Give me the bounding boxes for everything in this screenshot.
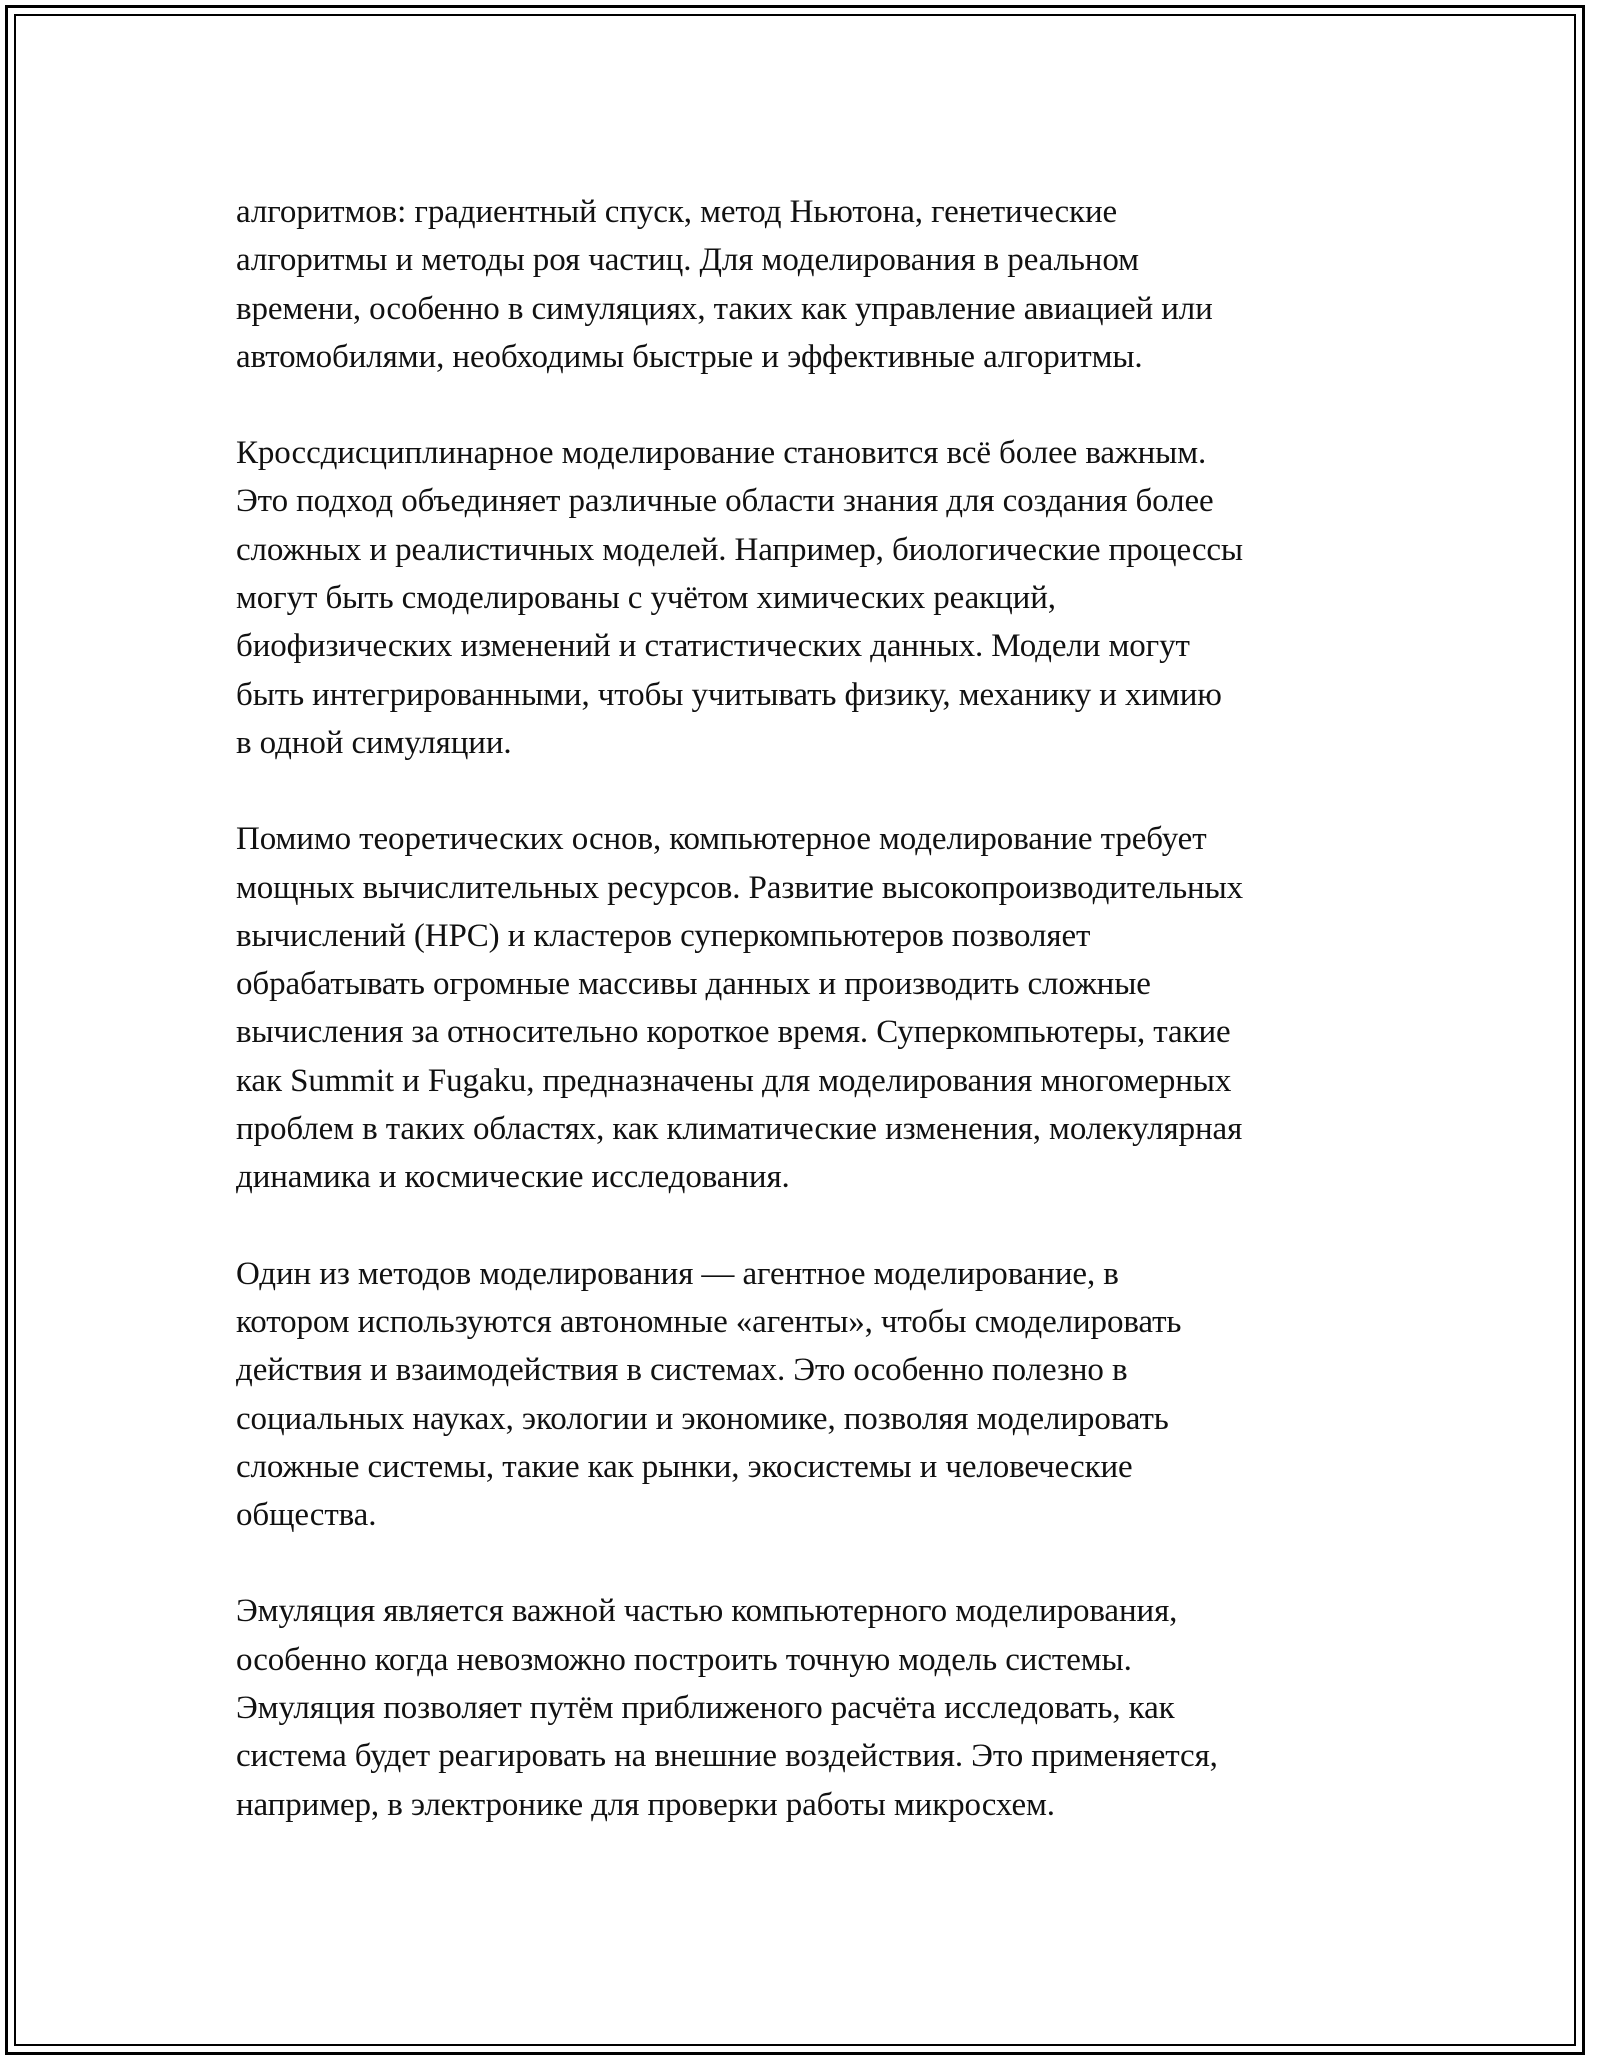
paragraph-emulation: Эмуляция является важной частью компьютерного моделирования, особенно когда невозможно построить точную модель системы. Эмуляция позволяет путём приближеного расчёта исследовать, как система будет реагировать на внешние воздействия. Это применяется, например, в электронике для проверки работы микросхем. [236,1593,1218,1823]
document-body [236,188,1386,1877]
paragraph-computing-resources: Помимо теоретических основ, компьютерное моделирование требует мощных вычислительных ресурсов. Развитие высокопроизводительных вычислений (HPC) и кластеров суперкомпьютеров позволяет обрабатывать огромные массивы данных и производить сложные вычисления за относительно короткое время. Суперкомпьютеры, такие как Summit и Fugaku, предназначены для моделирования многомерных проблем в таких областях, как климатические изменения, молекулярная динамика и космические исследования. [236,821,1244,1196]
paragraph-optimization-algorithms: алгоритмов: градиентный спуск, метод Ньютона, генетические алгоритмы и методы роя частиц. Для моделирования в реальном времени, особенно в симуляциях, таких как управление авиацией или автомобилями, необходимы быстрые и эффективные алгоритмы. [236,194,1213,375]
paragraph-crossdisciplinary-modeling: Кроссдисциплинарное моделирование становится всё более важным. Это подход объединяет различные области знания для создания более сложных и реалистичных моделей. Например, биологические процессы могут быть смоделированы с учётом химических реакций, биофизических изменений и статистических данных. Модели могут быть интегрированными, чтобы учитывать физику, механику и химию в одной симуляции. [236,435,1243,761]
paragraph-agent-based-modeling: Один из методов моделирования — агентное моделирование, в котором используются автономные «агенты», чтобы смоделировать действия и взаимодействия в системах. Это особенно полезно в социальных науках, экологии и экономике, позволяя моделировать сложные системы, такие как рынки, экосистемы и человеческие общества. [236,1255,1182,1534]
